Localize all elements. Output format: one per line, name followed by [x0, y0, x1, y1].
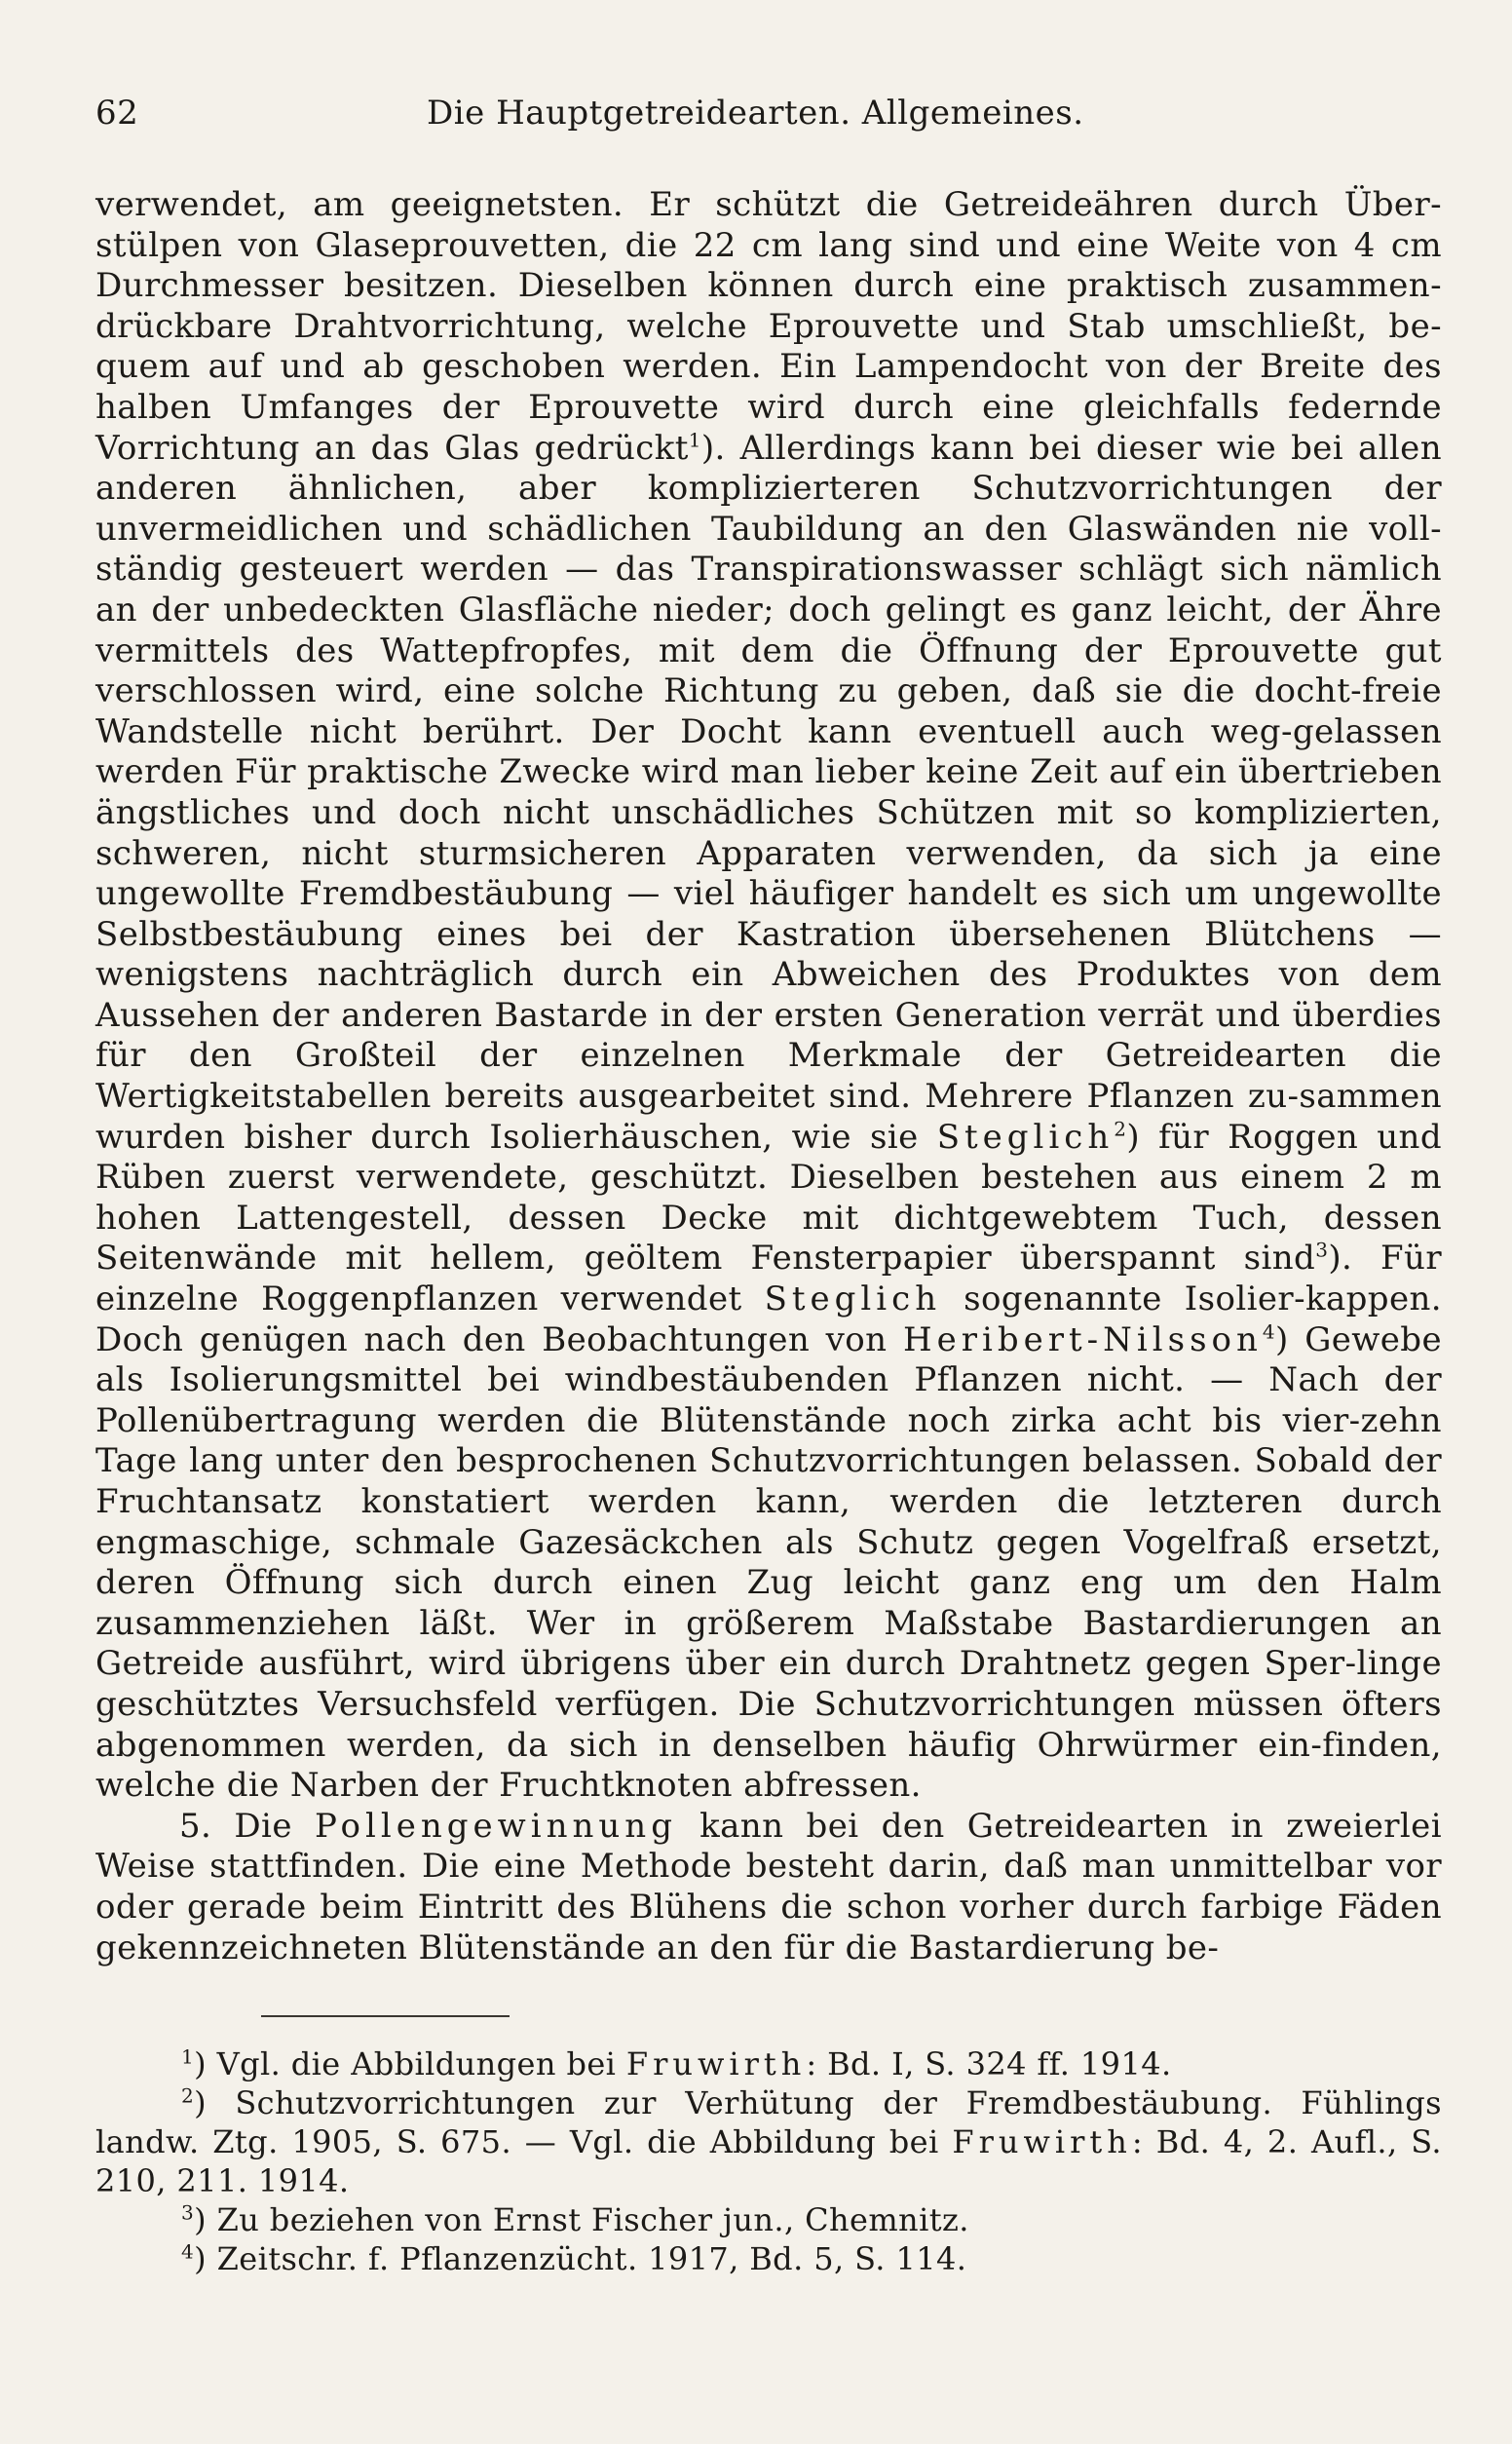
spaced-name: Pollengewinnung: [315, 1806, 677, 1846]
spaced-name: Steglich: [764, 1279, 942, 1319]
text-run: : Bd. I, S. 324 ff. 1914.: [806, 2045, 1172, 2082]
text-run: sogenannte Isolier-kappen. Doch genügen nach den Beobachtungen von: [95, 1279, 1442, 1359]
footnote: [10, 2200, 1442, 2239]
text-run: 5. Die: [179, 1806, 315, 1846]
footnotes: [95, 2044, 1442, 2278]
text-run: Zeitschr. f. Pflanzenzücht. 1917, Bd. 5, S. 114.: [216, 2240, 967, 2277]
footnote-marker: 3: [181, 2200, 195, 2225]
text-run: Schutzvorrichtungen zur Verhütung der Fremdbestäubung. Fühlings landw. Ztg. 1905, S. 675. — Vgl. die Abbildung bei: [95, 2084, 1442, 2160]
footnote-marker: 1: [181, 2044, 195, 2069]
footnote-separator: [261, 2015, 510, 2017]
text-run: Zu beziehen von Ernst Fischer jun., Chemnitz.: [216, 2201, 969, 2238]
footnote-reference: 2: [1114, 1117, 1127, 1141]
footnote-marker: 4: [181, 2239, 195, 2264]
footnote: [10, 2083, 1442, 2200]
footnote-marker-paren: ): [194, 2045, 217, 2082]
text-run: ). Allerdings kann bei dieser wie bei allen anderen ähnlichen, aber komplizierteren Schutzvorrichtungen der unvermeidlichen und schädlichen Taubildung an den Glaswänden nie voll-ständig gesteuert werden — das Transpirationswasser schlägt sich nämlich an der unbedeckten Glasfläche nieder; doch gelingt es ganz leicht, der Ähre vermittels des Wattepfropfes, mit dem die Öffnung der Eprouvette gut verschlossen wird, eine solche Richtung zu geben, daß sie die docht-freie Wandstelle nicht berührt. Der Docht kann eventuell auch weg-gelassen werden Für praktische Zwecke wird man lieber keine Zeit auf ein übertrieben ängstliches und doch nicht unschädliches Schützen mit so komplizierten, schweren, nicht sturmsicheren Apparaten verwenden, da sich ja eine ungewollte Fremdbestäubung — viel häufiger handelt es sich um ungewollte Selbstbestäubung eines bei der Kastration übersehenen Blütchens — wenigstens nachträglich durch ein Abweichen des Produktes von dem Aussehen der anderen Bastarde in der ersten Generation verrät und überdies für den Großteil der einzelnen Merkmale der Getreidearten die Wertigkeitstabellen bereits ausgearbeitet sind. Mehrere Pflanzen zu-sammen wurden bisher durch Isolierhäuschen, wie sie: [95, 428, 1442, 1157]
paragraph: [95, 185, 1442, 1807]
text-run: Vgl. die Abbildungen bei: [216, 2045, 626, 2082]
body-text: [95, 185, 1442, 1968]
footnote-reference: 3: [1315, 1239, 1329, 1263]
text-run: kann bei den Getreidearten in zweierlei Weise stattfinden. Die eine Methode besteht darin, daß man unmittelbar vor oder gerade beim Eintritt des Blühens die schon vorher durch farbige Fäden gekennzeichneten Blütenstände an den für die Bastardierung be-: [95, 1806, 1442, 1967]
spaced-name: Fruwirth: [952, 2123, 1132, 2160]
footnote: [10, 2044, 1442, 2083]
paragraph: [95, 1807, 1442, 1968]
spaced-name: Fruwirth: [625, 2045, 807, 2082]
footnote-marker-paren: ): [194, 2240, 217, 2277]
footnote-reference: 1: [688, 428, 701, 452]
text-run: ). Für einzelne Roggenpflanzen verwendet: [95, 1239, 1442, 1319]
spaced-name: Steglich: [936, 1117, 1115, 1157]
text-run: : Bd. 4, 2. Aufl., S. 210, 211. 1914.: [95, 2123, 1442, 2199]
footnote-reference: 4: [1262, 1319, 1276, 1344]
text-run: ) Gewebe als Isolierungsmittel bei windbestäubenden Pflanzen nicht. — Nach der Pollenübertragung werden die Blütenstände noch zirka acht bis vier-zehn Tage lang unter den besprochenen Schutzvorrichtungen belassen. Sobald der Fruchtansatz konstatiert werden kann, werden die letzteren durch engmaschige, schmale Gazesäckchen als Schutz gegen Vogelfraß ersetzt, deren Öffnung sich durch einen Zug leicht ganz eng um den Halm zusammenziehen läßt. Wer in größerem Maßstabe Bastardierungen an Getreide ausführt, wird übrigens über ein durch Drahtnetz gegen Sper-linge geschütztes Versuchsfeld verfügen. Die Schutzvorrichtungen müssen öfters abgenommen werden, da sich in denselben häufig Ohrwürmer ein-finden, welche die Narben der Fruchtknoten abfressen.: [95, 1319, 1442, 1806]
text-run: verwendet, am geeignetsten. Er schützt die Getreideähren durch Über-stülpen von Glaseprouvetten, die 22 cm lang sind und eine Weite von 4 cm Durchmesser besitzen. Dieselben können durch eine praktisch zusammen-drückbare Drahtvorrichtung, welche Eprouvette und Stab umschließt, be-quem auf und ab geschoben werden. Ein Lampendocht von der Breite des halben Umfanges der Eprouvette wird durch eine gleichfalls federnde Vorrichtung an das Glas gedrückt: [95, 185, 1442, 468]
footnote-marker-paren: ): [194, 2084, 236, 2121]
spaced-name: Heribert-Nilsson: [902, 1319, 1263, 1359]
footnote-marker-paren: ): [194, 2201, 217, 2238]
running-title: Die Hauptgetreidearten. Allgemeines.: [427, 94, 1084, 133]
page-header: [95, 94, 1417, 152]
text-run: ) für Roggen und Rüben zuerst verwendete, geschützt. Dieselben bestehen aus einem 2 m hohen Lattengestell, dessen Decke mit dichtgewebtem Tuch, dessen Seitenwände mit hellem, geöltem Fensterpapier überspannt sind: [95, 1117, 1442, 1279]
page-number: 62: [95, 94, 139, 133]
footnote: [10, 2239, 1442, 2278]
footnote-marker: 2: [181, 2083, 195, 2108]
